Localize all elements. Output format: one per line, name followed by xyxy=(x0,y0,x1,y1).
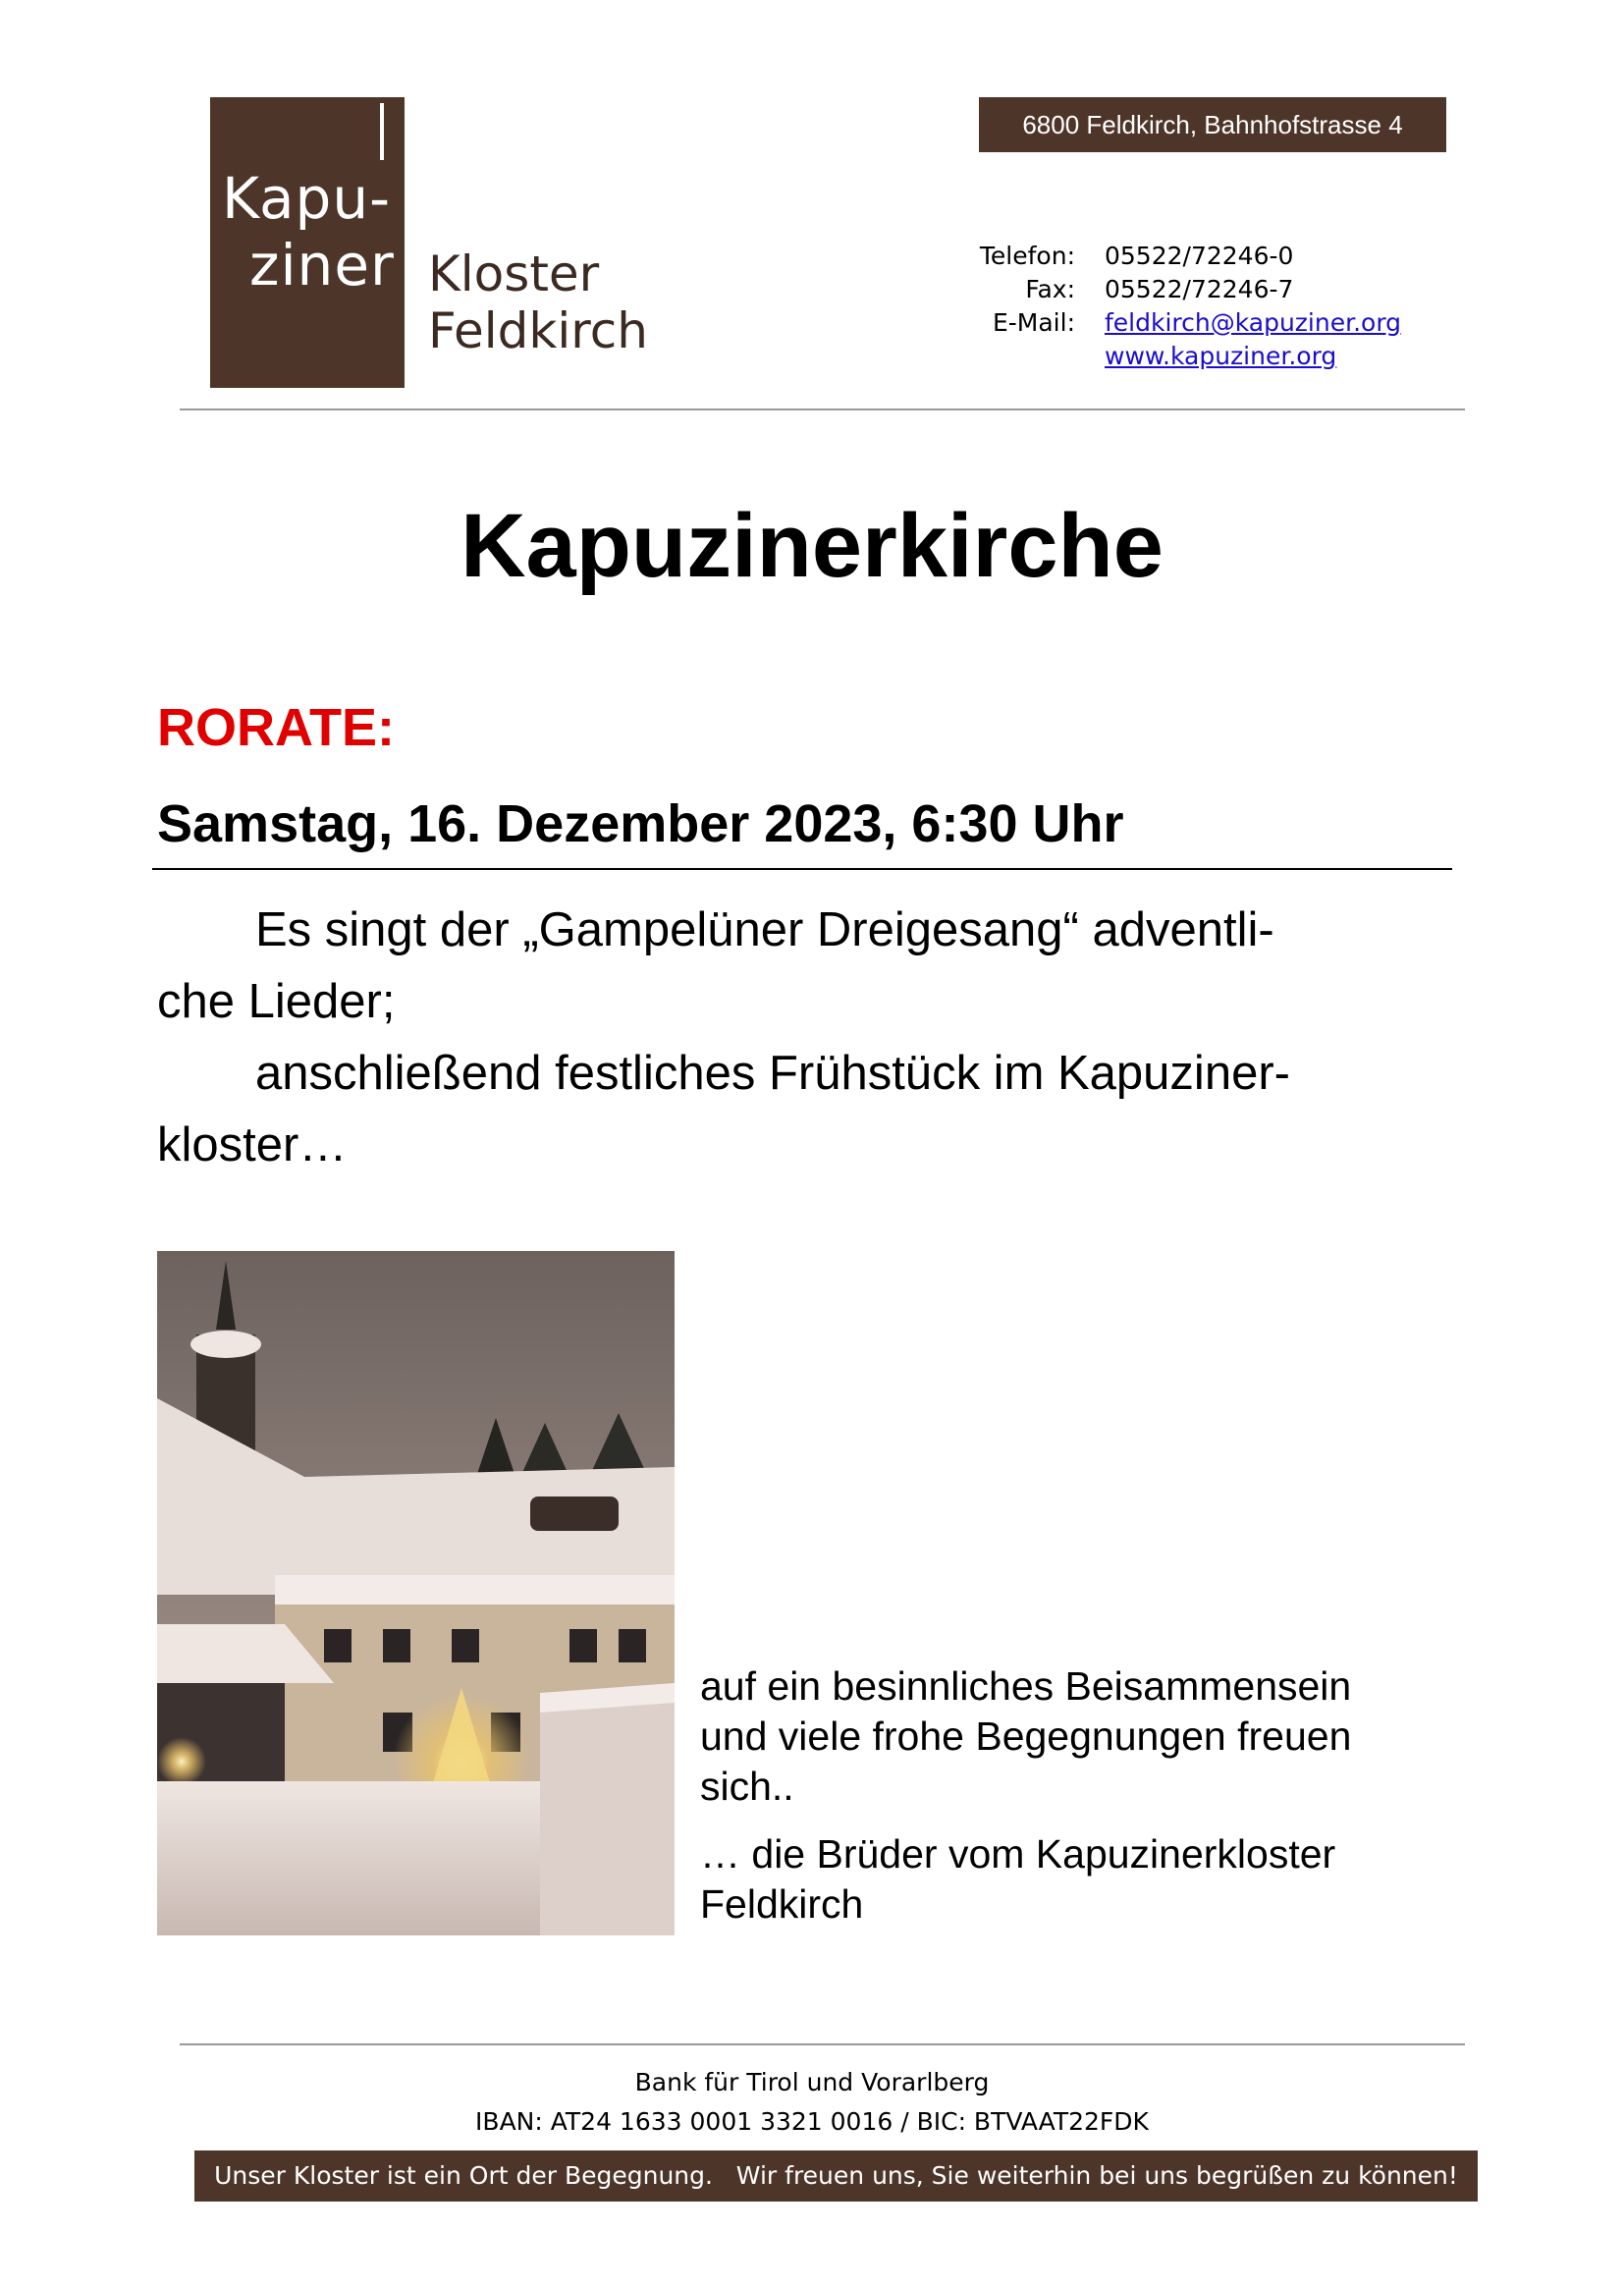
header-divider xyxy=(180,408,1465,410)
fax-label: Fax: xyxy=(1025,275,1075,303)
monastery-photo xyxy=(157,1251,675,1935)
date-underline xyxy=(152,868,1452,870)
email-link[interactable]: feldkirch@kapuziner.org xyxy=(1105,308,1402,337)
signature-text xyxy=(700,1829,1466,1930)
paragraph-2 xyxy=(157,1038,1443,1181)
logo xyxy=(210,97,405,388)
paragraph-2-line1: anschließend festliches Frühstück im Kapuziner- xyxy=(255,1047,1290,1100)
signature-line1: … die Brüder vom Kapuzinerkloster xyxy=(700,1831,1336,1877)
paragraph-1-line1: Es singt der „Gampelüner Dreigesang“ adventli- xyxy=(255,903,1274,956)
closing-line3: sich.. xyxy=(700,1764,794,1809)
logo-text-line1: Kapu- xyxy=(222,165,392,232)
website-link[interactable]: www.kapuziner.org xyxy=(1105,342,1337,370)
logo-text-line2: ziner xyxy=(249,232,395,299)
logo-bar xyxy=(380,103,384,160)
closing-line1: auf ein besinnliches Beisammensein xyxy=(700,1663,1352,1709)
paragraph-1-line2: che Lieder; xyxy=(157,975,396,1028)
signature-line2: Feldkirch xyxy=(700,1881,864,1927)
bank-name: Bank für Tirol und Vorarlberg xyxy=(634,2068,990,2096)
page-title: Kapuzinerkirche xyxy=(460,496,1164,596)
paragraph-2-line2: kloster… xyxy=(157,1118,348,1171)
footer-slogan: Unser Kloster ist ein Ort der Begegnung. Wir freuen uns, Sie weiterhin bei uns begrüßen zu können! xyxy=(194,2150,1478,2202)
phone-value: 05522/72246-0 xyxy=(1105,242,1294,270)
event-date: Samstag, 16. Dezember 2023, 6:30 Uhr xyxy=(157,794,1124,853)
address-banner: 6800 Feldkirch, Bahnhofstrasse 4 xyxy=(979,97,1446,152)
bank-iban: IBAN: AT24 1633 0001 3321 0016 / BIC: BTVAAT22FDK xyxy=(475,2107,1149,2136)
event-label: RORATE: xyxy=(157,698,395,757)
paragraph-1 xyxy=(157,895,1443,1038)
closing-line2: und viele frohe Begegnungen freuen xyxy=(700,1714,1352,1759)
logo-side-line1: Kloster xyxy=(428,245,600,302)
email-label: E-Mail: xyxy=(992,308,1075,337)
footer-divider xyxy=(180,2043,1465,2045)
logo-side-line2: Feldkirch xyxy=(428,302,648,359)
phone-label: Telefon: xyxy=(979,242,1075,270)
closing-text xyxy=(700,1661,1466,1812)
logo-side-text xyxy=(428,245,648,359)
fax-value: 05522/72246-7 xyxy=(1105,275,1294,303)
